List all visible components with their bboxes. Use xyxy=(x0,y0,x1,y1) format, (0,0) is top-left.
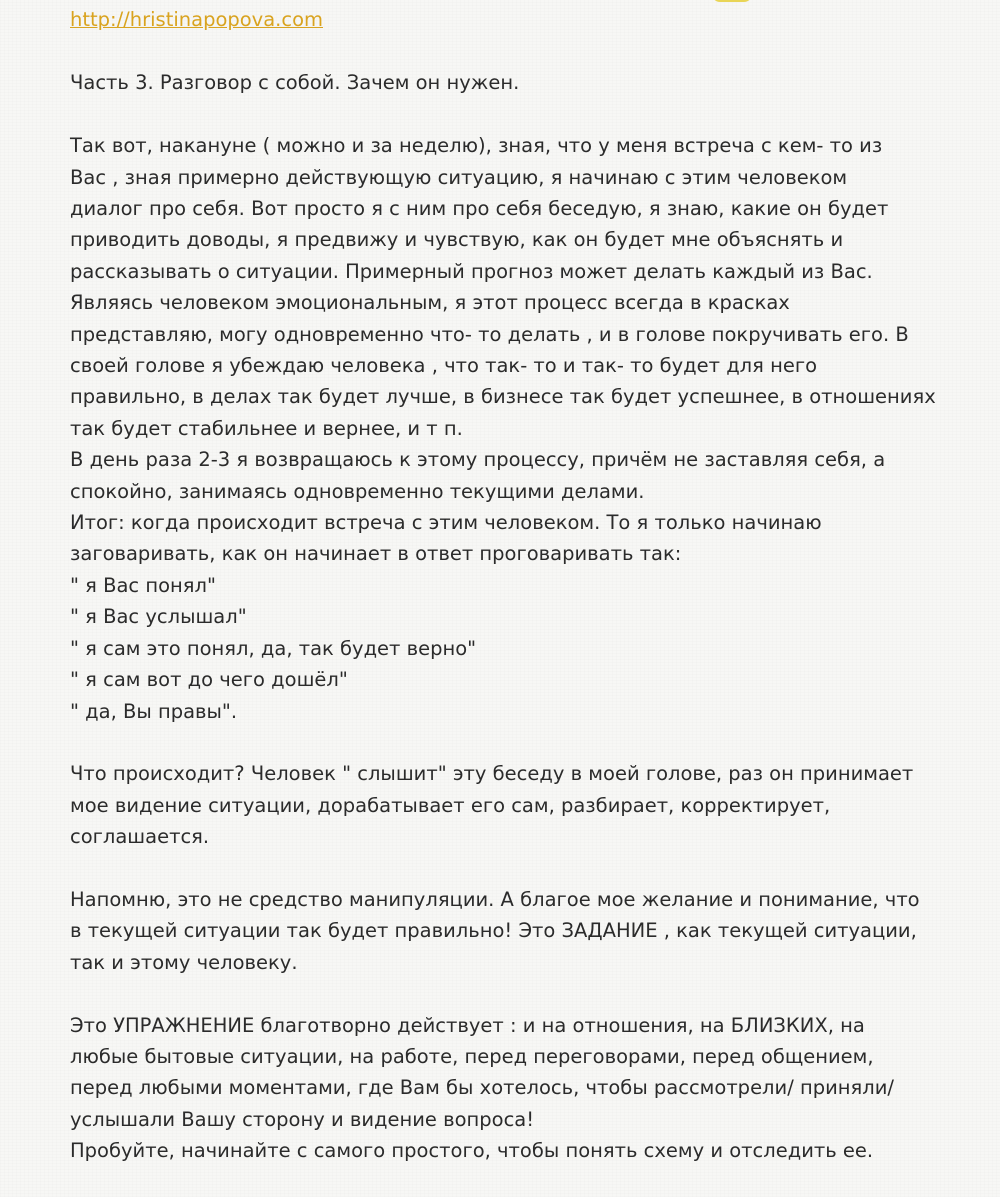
text-line: Итог: когда происходит встреча с этим человеком. То я только начинаю xyxy=(70,511,822,535)
paragraph-exercise xyxy=(70,1010,950,1167)
text-line: так будет стабильнее и вернее, и т п. xyxy=(70,416,463,440)
text-line: представляю, могу одновременно что- то делать , и в голове покручивать его. В xyxy=(70,322,909,346)
quote-line: " да, Вы правы". xyxy=(70,699,238,723)
text-line: правильно, в делах так будет лучше, в бизнесе так будет успешнее, в отношениях xyxy=(70,385,936,409)
text-line: Вас , зная примерно действующую ситуацию, я начинаю с этим человеком xyxy=(70,165,848,189)
document-body xyxy=(70,0,950,1167)
text-line: в текущей ситуации так будет правильно! Это ЗАДАНИЕ , как текущей ситуации, xyxy=(70,919,917,943)
text-line: заговаривать, как он начинает в ответ проговаривать так: xyxy=(70,542,682,566)
spacer xyxy=(70,853,950,884)
spacer xyxy=(70,978,950,1009)
text-line: своей голове я убеждаю человека , что так- то и так- то будет для него xyxy=(70,354,817,378)
text-line: Пробуйте, начинайте с самого простого, чтобы понять схему и отследить ее. xyxy=(70,1139,874,1163)
quote-line: " я Вас понял" xyxy=(70,573,216,597)
text-line: любые бытовые ситуации, на работе, перед переговорами, перед общением, xyxy=(70,1044,874,1068)
text-line: Так вот, накануне ( можно и за неделю), зная, что у меня встреча с кем- то из xyxy=(70,134,883,158)
paragraph-dialog-description xyxy=(70,130,950,727)
spacer xyxy=(70,36,950,67)
text-line: соглашается. xyxy=(70,825,210,849)
text-line: Это УПРАЖНЕНИЕ благотворно действует : и на отношения, на БЛИЗКИХ, на xyxy=(70,1013,865,1037)
text-line: Являясь человеком эмоциональным, я этот процесс всегда в красках xyxy=(70,291,790,315)
paragraph-what-happens xyxy=(70,758,950,852)
text-line: мое видение ситуации, дорабатывает его сам, разбирает, корректирует, xyxy=(70,793,831,817)
text-line: услышали Вашу сторону и видение вопроса! xyxy=(70,1107,535,1131)
text-line: Напомню, это не средство манипуляции. А благое мое желание и понимание, что xyxy=(70,887,920,911)
section-heading: Часть 3. Разговор с собой. Зачем он нужен. xyxy=(70,71,520,95)
text-line: спокойно, занимаясь одновременно текущими делами. xyxy=(70,479,645,503)
website-link[interactable]: http://hristinapopova.com xyxy=(70,8,324,31)
text-line: В день раза 2-3 я возвращаюсь к этому процессу, причём не заставляя себя, а xyxy=(70,448,886,472)
text-line: диалог про себя. Вот просто я с ним про себя беседую, я знаю, какие он будет xyxy=(70,197,889,220)
paragraph-reminder xyxy=(70,884,950,978)
text-line: приводить доводы, я предвижу и чувствую, как он будет мне объяснять и xyxy=(70,228,844,252)
text-line: рассказывать о ситуации. Примерный прогноз может делать каждый из Вас. xyxy=(70,259,873,283)
text-line: перед любыми моментами, где Вам бы хотелось, чтобы рассмотрели/ приняли/ xyxy=(70,1076,894,1100)
spacer xyxy=(70,727,950,758)
text-line: Что происходит? Человек " слышит" эту беседу в моей голове, раз он принимает xyxy=(70,762,914,786)
quote-line: " я сам это понял, да, так будет верно" xyxy=(70,636,477,660)
spacer xyxy=(70,99,950,130)
quote-line: " я сам вот до чего дошёл" xyxy=(70,668,348,692)
quote-line: " я Вас услышал" xyxy=(70,605,247,629)
text-line: так и этому человеку. xyxy=(70,950,298,974)
